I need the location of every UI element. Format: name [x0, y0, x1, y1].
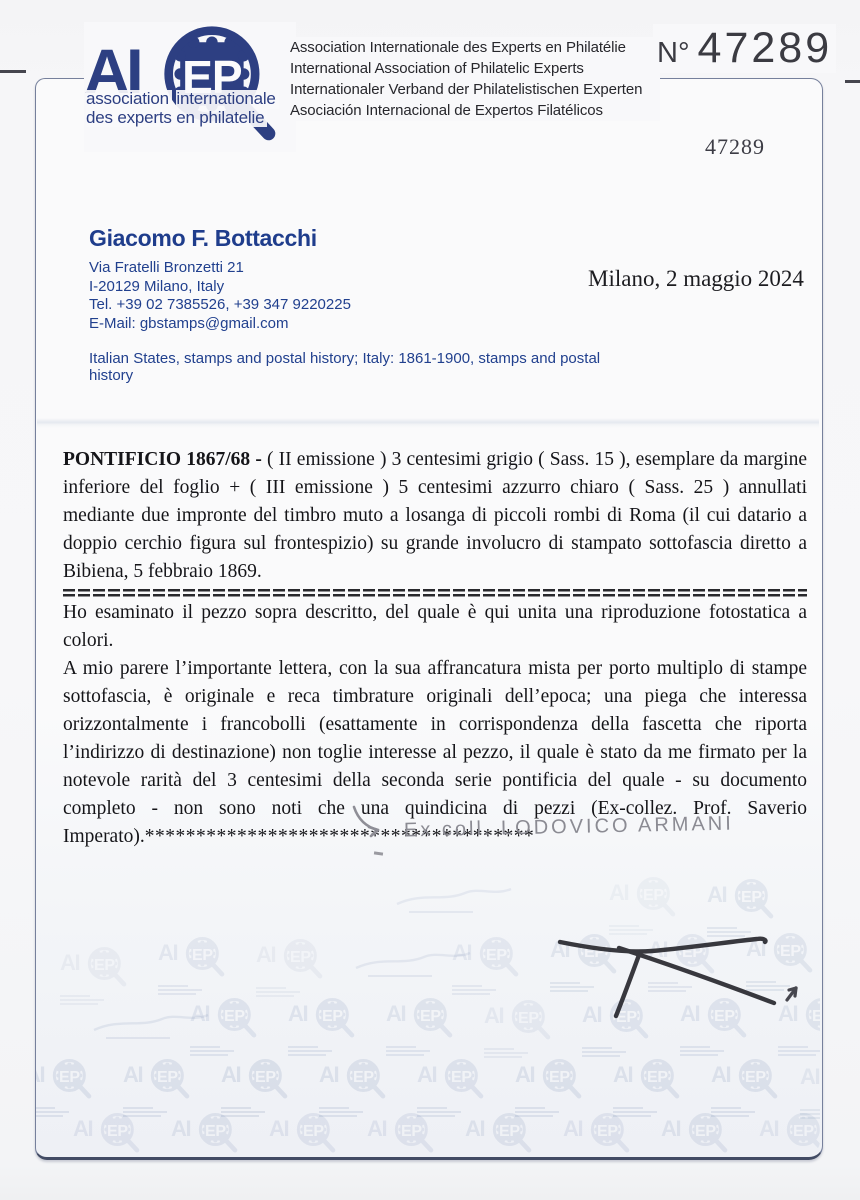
certificate-number	[653, 24, 836, 73]
expert-contact-block	[89, 225, 609, 384]
association-names	[290, 37, 660, 121]
paper-crease	[37, 418, 819, 428]
logo-tagline	[86, 90, 296, 127]
association-name-es: Asociación Internacional de Expertos Filatélicos	[290, 102, 603, 119]
tagline-line: association	[86, 90, 172, 109]
ex-collection-note: Ex coll. LODOVICO ARMANI	[403, 812, 735, 842]
magnifier-stamp-icon	[84, 24, 286, 147]
certificate-number-label: N°	[657, 37, 690, 69]
opinion-paragraph-2-text: A mio parere l’importante lettera, con la sua affrancatura mista per porto multiplo di stampe sottofascia, è originale e reca timbrature originali dell’epoca; una piega che interessa orizzontalmente i francobolli (esattamente in corrispondenza della fascetta che riporta l’indirizzo di destinazione) non toglie interesse al pezzo, il quale è stato da me firmato per la notevole rarità del 3 centesimi della seconda serie pontificia del quale - su documento completo - non sono noti che una quindicina di pezzi (Ex-collez. Prof. Saverio Imperato).	[63, 658, 807, 847]
dateline: Milano, 2 maggio 2024	[588, 266, 804, 291]
tagline-line: des experts en philatelie	[86, 109, 267, 128]
expert-phone: Tel. +39 02 7385526, +39 347 9220225	[89, 296, 351, 313]
subject-paragraph	[63, 446, 807, 586]
double-dashed-rule	[63, 589, 807, 597]
association-name-de: Internationaler Verband der Philatelistischen Experten	[290, 81, 643, 98]
filler-asterisks: **************************************	[144, 826, 535, 847]
scan-crop-tick-left	[0, 70, 26, 73]
aiep-logo	[84, 22, 296, 152]
opinion-paragraph-1: Ho esaminato il pezzo sopra descritto, del quale è qui unita una riproduzione fotostatica a colori.	[63, 602, 807, 651]
expert-email: E-Mail: gbstamps@gmail.com	[89, 314, 289, 332]
certificate-number-stamped: 47289	[701, 134, 769, 160]
expert-address-line2: I-20129 Milano, Italy	[89, 277, 225, 295]
certificate-number-value: 47289	[697, 24, 833, 72]
association-name-en: International Association of Philatelic Experts	[290, 60, 584, 77]
scan-crop-tick-right	[845, 80, 860, 83]
subject-lead: PONTIFICIO 1867/68 -	[63, 449, 262, 470]
pencil-arrow-icon	[348, 802, 390, 838]
expert-name: Giacomo F. Bottacchi	[89, 225, 317, 251]
letter-body	[63, 446, 807, 851]
expert-specialty: Italian States, stamps and postal history; Italy: 1861-1900, stamps and postal history	[89, 350, 601, 384]
association-name-fr: Association Internationale des Experts en Philatélie	[290, 39, 626, 56]
tagline-line: internationale	[176, 90, 278, 109]
expert-address-line1: Via Fratelli Bronzetti 21	[89, 259, 244, 276]
subject-body: ( II emissione ) 3 centesimi grigio ( Sass. 15 ), esemplare da margine inferiore del foglio + ( III emissione ) 5 centesimi azzurro chiaro ( Sass. 25 ) annullati mediante due impronte del timbro muto a losanga di piccoli rombi di Roma (il cui datario a doppio cerchio figura sul frontespizio) su grande involucro di stampato sottofascia diretto a Bibiena, 5 febbraio 1869.	[63, 449, 807, 582]
